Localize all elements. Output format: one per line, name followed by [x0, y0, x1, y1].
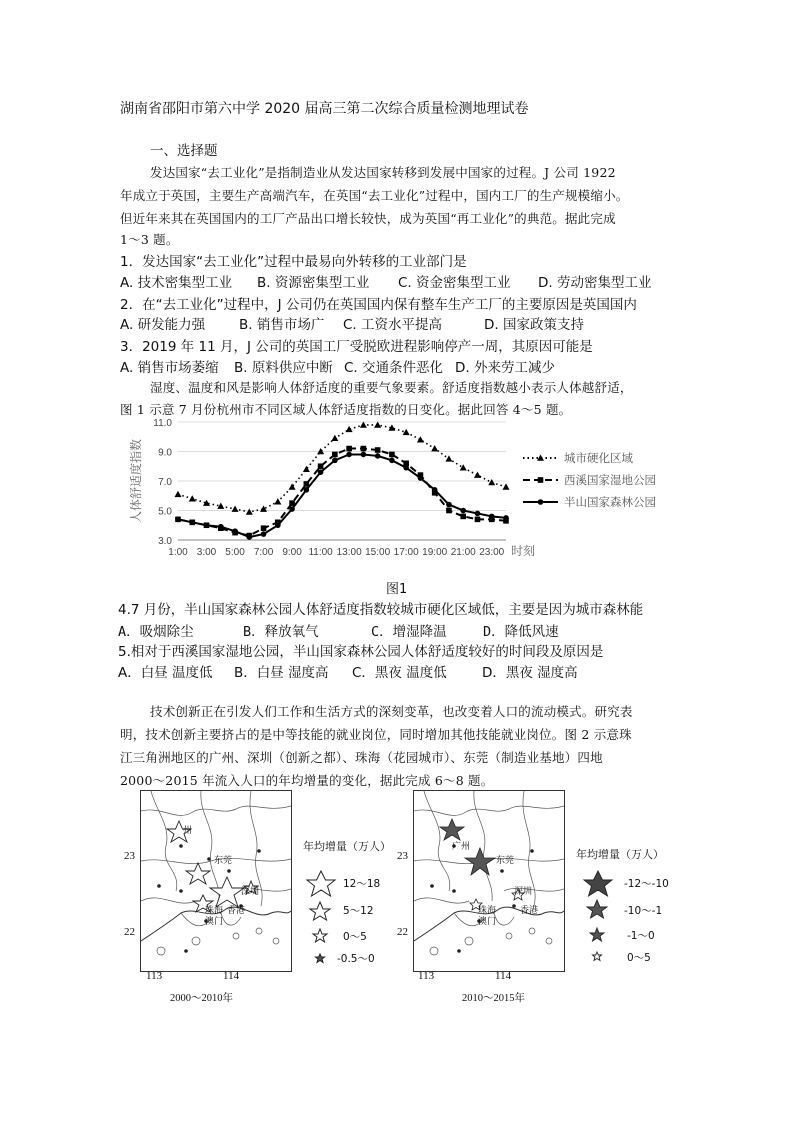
lon-label: 113	[418, 970, 435, 982]
q2-option-b[interactable]: B. 销售市场广	[239, 317, 325, 333]
legend-label: -10～-1	[624, 905, 663, 917]
x-tick-label: 11:00	[308, 547, 333, 558]
q3-stem: 3．2019 年 11 月，J 公司的英国工厂受脱欧进程影响停产一周，其原因可能是	[120, 339, 593, 355]
x-tick-label: 5:00	[225, 547, 245, 558]
x-tick-label: 19:00	[422, 547, 448, 558]
data-point	[503, 515, 509, 521]
map-left-caption: 2000～2010年	[170, 993, 233, 1004]
q4-option-c[interactable]: C．增湿降温	[371, 624, 447, 640]
q1-option-d[interactable]: D. 劳动密集型工业	[538, 275, 652, 291]
series-line	[178, 449, 506, 536]
x-tick-label: 15:00	[365, 547, 391, 558]
intro2-line: 图 1 示意 7 月份杭州市不同区域人体舒适度指数的日变化。据此回答 4～5 题。	[120, 402, 572, 417]
star-icon	[593, 952, 602, 961]
y-tick-label: 11.0	[153, 418, 172, 429]
data-point	[446, 508, 452, 514]
star-icon	[590, 928, 604, 941]
data-point	[175, 491, 182, 497]
place-label: 澳门	[205, 916, 224, 926]
intro1-line: 发达国家“去工业化”是指制造业从发达国家转移到发展中国家的过程。J 公司 1922	[150, 165, 616, 180]
data-point	[361, 446, 367, 452]
section-heading: 一、选择题	[150, 143, 218, 159]
data-point	[489, 514, 495, 520]
q2-option-d[interactable]: D. 国家政策支持	[484, 317, 584, 333]
y-axis-label: 人体舒适度指数	[129, 438, 143, 524]
data-point	[289, 483, 296, 489]
q4-option-a[interactable]: A．吸烟除尘	[118, 624, 194, 640]
intro2-line: 湿度、温度和风是影响人体舒适度的重要气象要素。舒适度指数越小表示人体越舒适，	[150, 380, 633, 395]
data-point	[274, 498, 281, 504]
place-label: 州	[183, 825, 193, 835]
legend-label: 0～5	[627, 952, 651, 964]
legend-label: -12～-10	[624, 878, 669, 890]
data-point	[275, 522, 281, 528]
legend-label: 西溪国家湿地公园	[564, 473, 656, 487]
y-tick-label: 3.0	[158, 536, 172, 547]
intro3-line: 2000～2015 年流入人口的年均增量的变化，据此完成 6～8 题。	[120, 773, 494, 788]
q3-option-d[interactable]: D. 外来劳工减少	[455, 360, 555, 376]
star-icon	[584, 871, 612, 896]
x-tick-label: 13:00	[336, 547, 362, 558]
lon-label: 114	[495, 970, 512, 982]
data-point	[460, 514, 466, 520]
intro1-line: 但近年来其在英国国内的工厂产品出口增长较快，成为英国“再工业化”的典范。据此完成	[120, 211, 616, 226]
data-point	[403, 465, 409, 471]
place-label: 广州	[452, 841, 471, 851]
data-point	[460, 464, 467, 470]
map-2000-2010	[140, 790, 292, 972]
legend-label: 5～12	[343, 905, 374, 917]
map-outline	[141, 791, 291, 971]
lon-label: 114	[223, 970, 240, 982]
series-line	[178, 425, 506, 512]
comfort-index-line-chart	[118, 408, 678, 573]
data-point	[247, 534, 253, 540]
data-point	[432, 487, 438, 493]
legend-marker	[538, 477, 544, 483]
data-point	[346, 452, 352, 458]
q2-option-c[interactable]: C. 工资水平提高	[343, 317, 443, 333]
q5-option-b[interactable]: B．白昼 湿度高	[234, 665, 329, 681]
place-label: 深圳	[514, 886, 533, 896]
lon-label: 113	[146, 970, 163, 982]
star-icon	[307, 871, 335, 896]
q1-stem: 1．发达国家“去工业化”过程中最易向外转移的工业部门是	[120, 254, 467, 270]
y-tick-label: 7.0	[158, 477, 172, 488]
intro3-line: 技术创新正在引发人们工作和生活方式的深刻变革，也改变着人口的流动模式。研究表	[150, 704, 633, 719]
legend-label: 半山国家森林公园	[564, 495, 656, 509]
q4-stem: 4.7 月份，半山国家森林公园人体舒适度指数较城市硬化区域低，主要是因为城市森林能	[118, 602, 644, 618]
data-point	[488, 479, 495, 485]
data-point	[318, 463, 324, 469]
q3-option-a[interactable]: A. 销售市场萎缩	[120, 360, 219, 376]
data-point	[261, 531, 267, 537]
q4-option-b[interactable]: B．释放氧气	[243, 624, 319, 640]
data-point	[175, 517, 181, 523]
y-tick-label: 9.0	[158, 447, 172, 459]
star-icon	[310, 902, 330, 920]
data-point	[403, 429, 410, 435]
legend-label: -1～0	[627, 930, 655, 942]
series-line	[178, 454, 506, 537]
data-point	[503, 483, 510, 489]
y-tick-label: 5.0	[158, 506, 172, 518]
q2-stem: 2．在“去工业化”过程中，J 公司仍在英国国内保有整车生产工厂的主要原因是英国国内	[120, 297, 637, 313]
figure1-caption: 图1	[386, 582, 408, 597]
star-icon	[587, 900, 607, 918]
data-point	[218, 524, 224, 530]
legend-label: -0.5～0	[337, 953, 375, 965]
data-point	[446, 502, 452, 508]
place-label: 东莞	[214, 855, 233, 865]
legend-marker	[537, 455, 544, 461]
intro1-line: 年成立于英国，主要生产高端汽车，在英国“去工业化”过程中，国内工厂的生产规模缩小。	[120, 188, 629, 203]
data-point	[346, 446, 352, 452]
data-point	[303, 466, 310, 472]
data-point	[431, 445, 438, 451]
star-icon	[313, 929, 327, 942]
x-tick-label: 23:00	[479, 547, 505, 558]
data-point	[289, 506, 295, 512]
data-point	[346, 426, 353, 432]
legend-marker	[538, 499, 544, 505]
data-point	[246, 508, 253, 514]
intro3-line: 江三角洲地区的广州、深圳（创新之都）、珠海（花园城市）、东莞（制造业基地）四地	[120, 750, 603, 765]
data-point	[375, 453, 381, 459]
q4-option-d[interactable]: D．降低风速	[483, 624, 559, 640]
x-tick-label: 17:00	[393, 547, 419, 558]
legend-symbols	[580, 868, 616, 968]
legend-label: 0～5	[343, 931, 367, 943]
lat-label: 22	[397, 926, 408, 938]
q3-option-b[interactable]: B. 原料供应中断	[234, 360, 333, 376]
legend-title: 年均增量（万人）	[576, 848, 664, 861]
data-point	[361, 452, 367, 458]
star-icon	[316, 954, 325, 963]
data-point	[232, 528, 238, 534]
x-tick-label: 1:00	[168, 547, 188, 558]
data-point	[189, 495, 196, 501]
legend-label: 12～18	[343, 878, 381, 890]
place-label: 珠海	[205, 905, 224, 915]
data-point	[318, 469, 324, 475]
data-point	[331, 435, 338, 441]
map-2010-2015	[413, 790, 565, 972]
data-point	[417, 436, 424, 442]
x-tick-label: 21:00	[450, 547, 476, 558]
place-label: 香港	[227, 905, 246, 915]
data-point	[204, 522, 210, 528]
q3-option-c[interactable]: C. 交通条件恶化	[344, 360, 444, 376]
place-label: 澳门	[478, 916, 497, 926]
place-label: 东莞	[496, 855, 515, 865]
map-right-caption: 2010～2015年	[462, 993, 525, 1004]
q5-option-d[interactable]: D．黑夜 湿度高	[482, 665, 578, 681]
x-tick-label: 3:00	[196, 547, 217, 558]
lat-label: 23	[124, 850, 135, 862]
data-point	[304, 487, 310, 493]
data-point	[189, 520, 195, 526]
place-label: 香港	[520, 905, 539, 915]
x-tick-label: 9:00	[282, 547, 302, 558]
q1-option-c[interactable]: C. 资金密集型工业	[398, 275, 511, 291]
data-point	[260, 506, 267, 512]
legend-title: 年均增量（万人）	[303, 840, 391, 853]
data-point	[389, 452, 395, 458]
q2-option-a[interactable]: A. 研发能力强	[120, 317, 206, 333]
doc-title: 湖南省邵阳市第六中学 2020 届高三第二次综合质量检测地理试卷	[120, 101, 529, 117]
intro3-line: 明，技术创新主要挤占的是中等技能的就业岗位，同时增加其他技能就业岗位。图 2 示意珠	[120, 727, 632, 742]
lat-label: 22	[124, 926, 135, 938]
place-label: 珠海	[478, 905, 497, 915]
data-point	[232, 506, 239, 512]
q5-option-c[interactable]: C．黑夜 温度低	[352, 665, 447, 681]
place-label: 深圳	[241, 886, 260, 896]
intro1-line: 1～3 题。	[120, 232, 179, 247]
data-point	[445, 455, 452, 461]
q5-stem: 5.相对于西溪国家湿地公园，半山国家森林公园人体舒适度较好的时间段及原因是	[118, 644, 604, 660]
data-point	[261, 525, 267, 531]
x-axis-label: 时刻	[511, 544, 536, 558]
data-point	[375, 447, 381, 453]
data-point	[475, 517, 481, 523]
data-point	[332, 452, 338, 458]
q1-option-a[interactable]: A. 技术密集型工业	[120, 275, 233, 291]
q5-option-a[interactable]: A．白昼 温度低	[118, 665, 213, 681]
data-point	[389, 458, 395, 464]
x-tick-label: 7:00	[253, 547, 274, 558]
q1-option-b[interactable]: B. 资源密集型工业	[257, 275, 370, 291]
data-point	[475, 511, 481, 517]
legend-label: 城市硬化区域	[564, 451, 633, 465]
data-point	[418, 475, 424, 481]
data-point	[332, 458, 338, 464]
data-point	[474, 472, 481, 478]
data-point	[460, 508, 466, 514]
lat-label: 23	[397, 850, 408, 862]
map-outline	[414, 791, 564, 971]
